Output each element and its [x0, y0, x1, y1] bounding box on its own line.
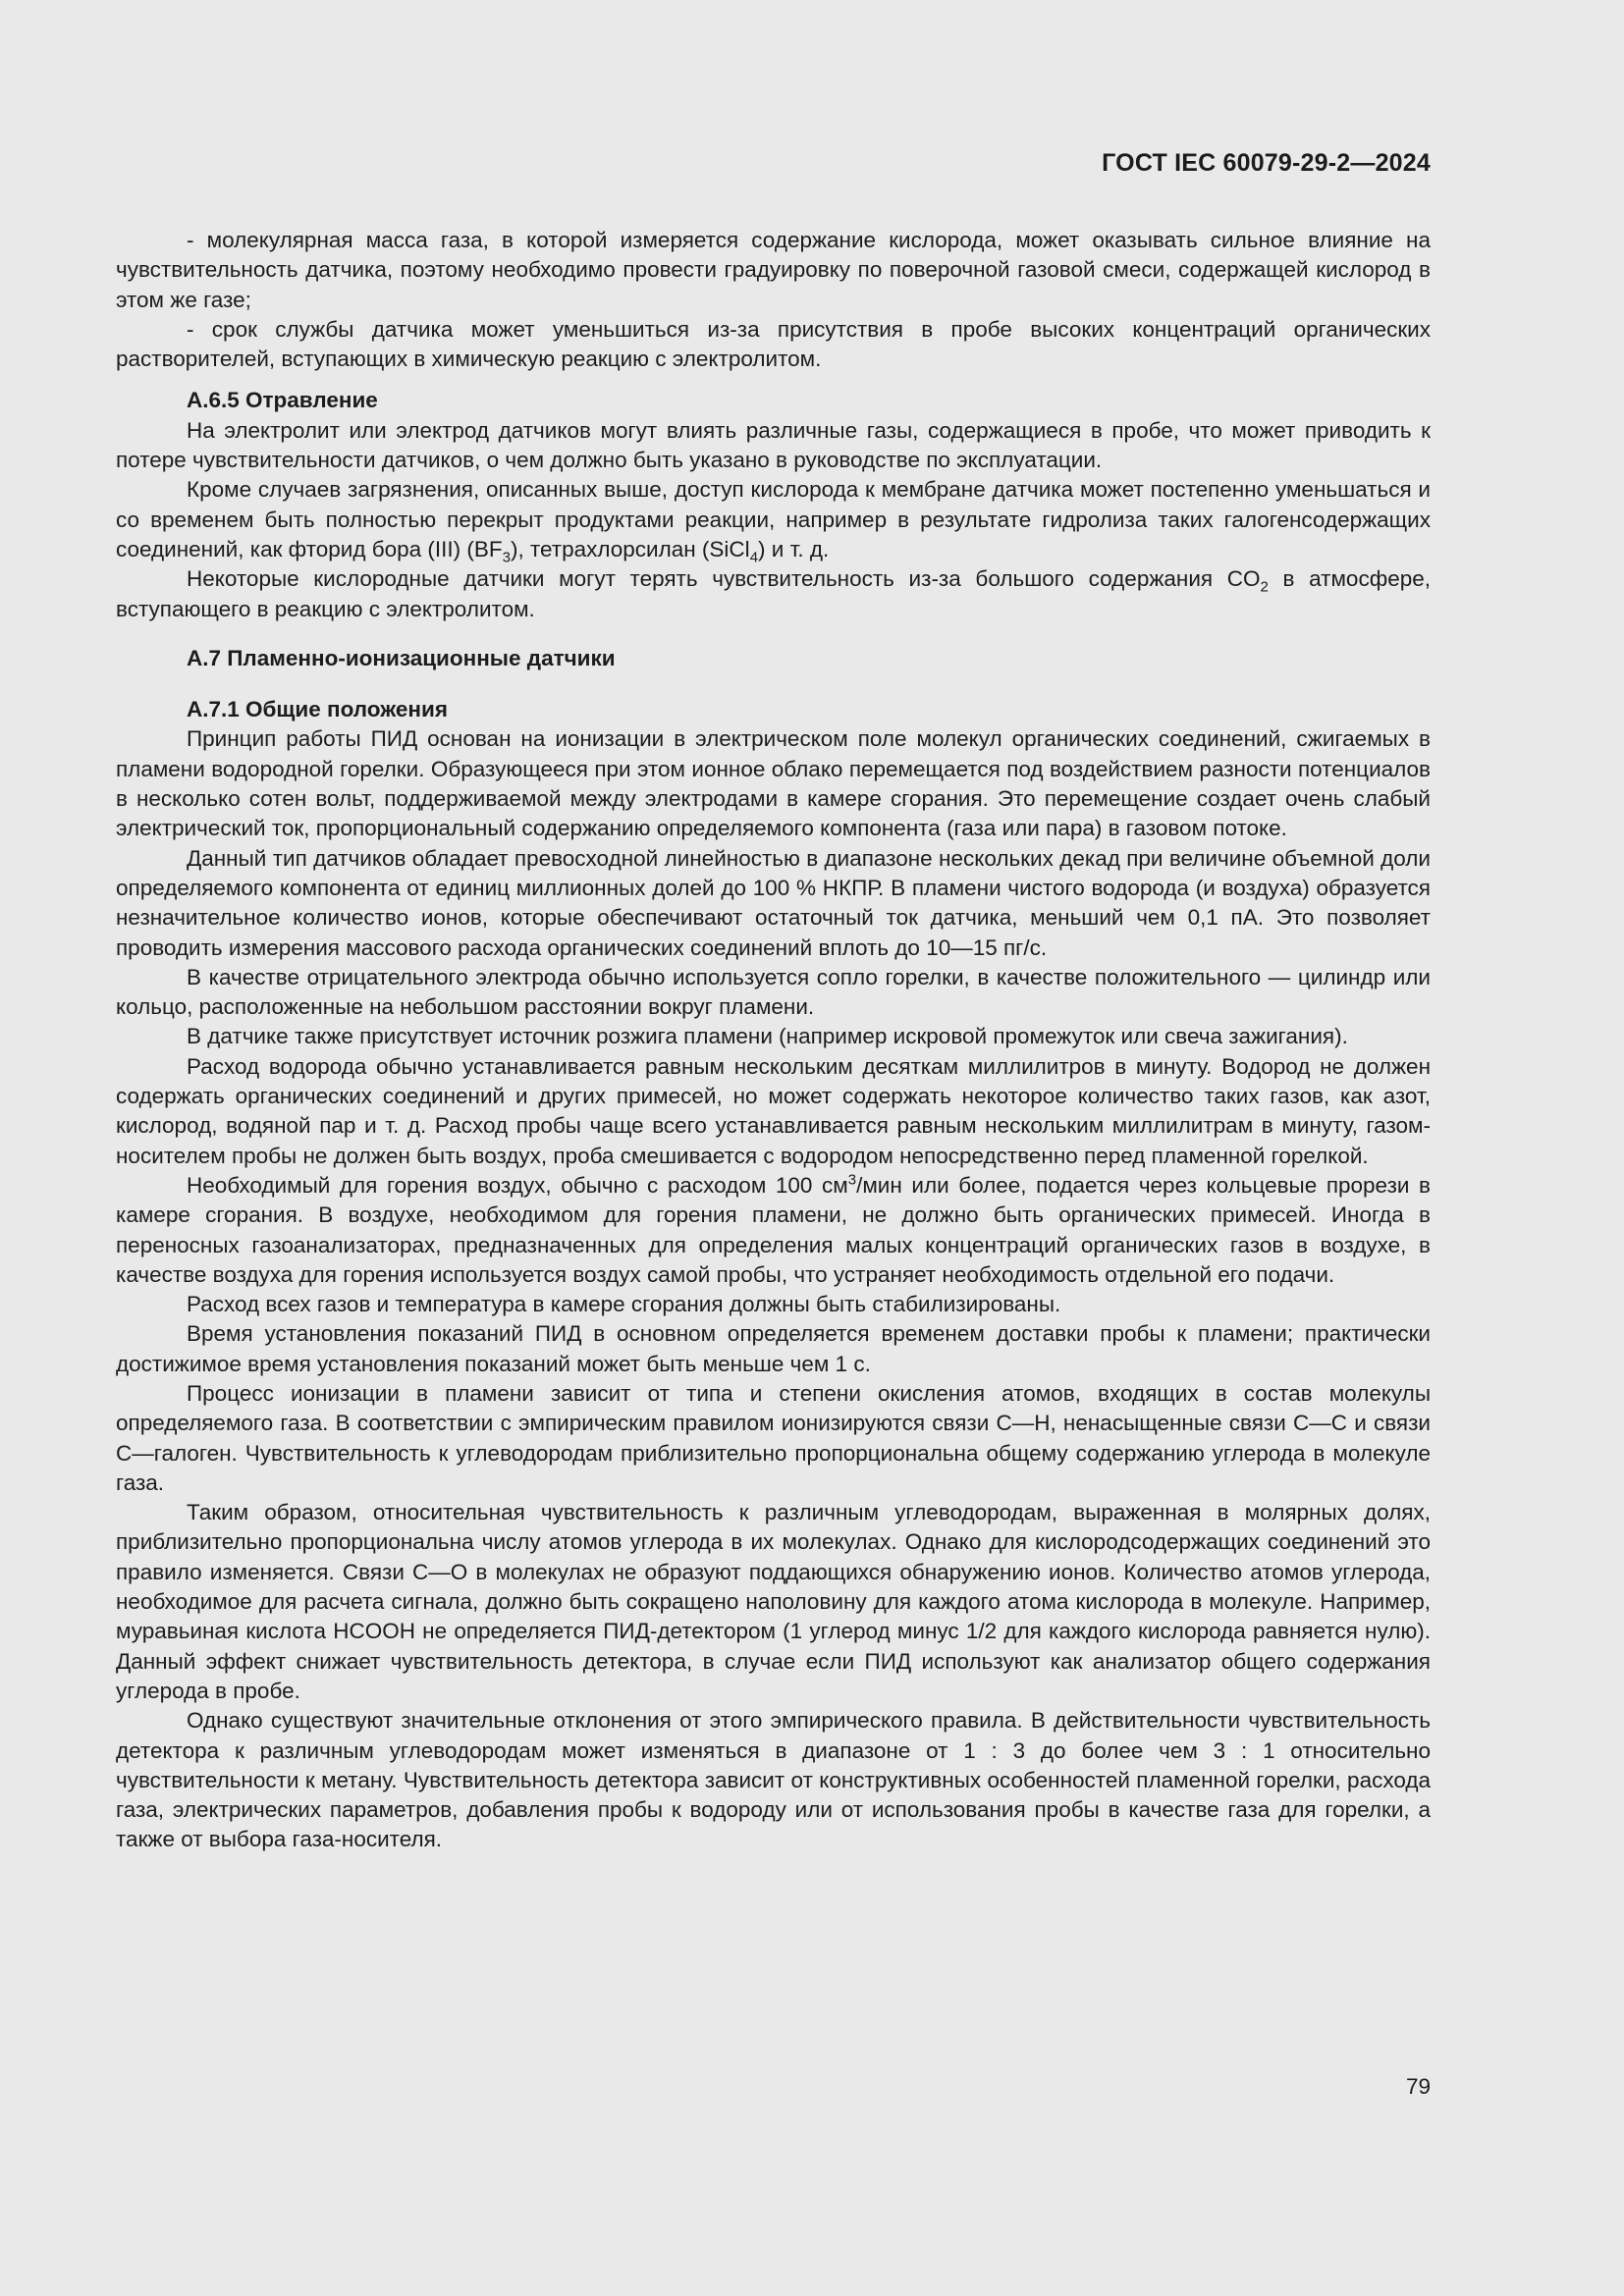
paragraph: Процесс ионизации в пламени зависит от типа и степени окисления атомов, входящих в состав молекулы определяемого газа. В соответствии с эмпирическим правилом ионизируются связи С—Н, ненасыщенные связи С—С и связи С—галоген. Чувствительность к углеводородам приблизительно пропорциональна общему содержанию углерода в молекуле газа.	[116, 1380, 1431, 1495]
page-number: 79	[1405, 2074, 1431, 2099]
paragraph: Данный тип датчиков обладает превосходной линейностью в диапазоне нескольких декад при величине объемной доли определяемого компонента от единиц миллионных долей до 100 % НКПР. В пламени чистого водорода (и воздуха) образуется незначительное количество ионов, которые обеспечивают остаточный ток датчика, меньший чем 0,1 пА. Это позволяет проводить измерения массового расхода органических соединений вплоть до 10—15 пг/с.	[116, 845, 1431, 960]
section-heading-a71: А.7.1 Общие положения	[187, 697, 448, 722]
paragraph: Таким образом, относительная чувствительность к различным углеводородам, выраженная в молярных долях, приблизительно пропорциональна числу атомов углерода в их молекулах. Однако для кислородсодержащих соединений это правило изменяется. Связи С—О в молекулах не образуют поддающихся обнаружению ионов. Количество атомов углерода, необходимое для расчета сигнала, должно быть сокращено наполовину для каждого атома кислорода в молекуле. Например, муравьиная кислота HCOOH не определяется ПИД-детектором (1 углерод минус 1/2 для каждого кислорода равняется нулю). Данный эффект снижает чувствительность детектора, в случае если ПИД используют как анализатор общего содержания углерода в пробе.	[116, 1500, 1431, 1703]
paragraph: Расход всех газов и температура в камере сгорания должны быть стабилизированы.	[187, 1292, 1061, 1317]
paragraph: Время установления показаний ПИД в основном определяется временем доставки пробы к пламени; практически достижимое время установления показаний может быть меньше чем 1 с.	[116, 1321, 1431, 1376]
paragraph: Принцип работы ПИД основан на ионизации в электрическом поле молекул органических соединений, сжигаемых в пламени водородной горелки. Образующееся при этом ионное облако перемещается под воздействием разности потенциалов в несколько сотен вольт, поддерживаемой между электродами в камере сгорания. Это перемещение создает очень слабый электрический ток, пропорциональный содержанию определяемого компонента (газа или пара) в газовом потоке.	[116, 726, 1431, 841]
section-heading-a65: А.6.5 Отравление	[187, 388, 378, 413]
paragraph: В качестве отрицательного электрода обычно используется сопло горелки, в качестве положительного — цилиндр или кольцо, расположенные на небольшом расстоянии вокруг пламени.	[116, 964, 1431, 1020]
paragraph: Некоторые кислородные датчики могут терять чувствительность из-за большого содержания $CO_2$ в атмосфере, вступающего в реакцию с электролитом.	[116, 566, 1431, 621]
paragraph: В датчике также присутствует источник розжига пламени (например искровой промежуток или свеча зажигания).	[187, 1024, 1348, 1049]
paragraph: Однако существуют значительные отклонения от этого эмпирического правила. В действительности чувствительность детектора к различным углеводородам может изменяться в диапазоне от 1 : 3 до более чем 3 : 1 относительно чувствительности к метану. Чувствительность детектора зависит от конструктивных особенностей пламенной горелки, расхода газа, электрических параметров, добавления пробы к водороду или от использования пробы в качестве газа для горелки, а также от выбора газа-носителя.	[116, 1708, 1431, 1852]
document-header: ГОСТ IEC 60079-29-2—2024	[1102, 149, 1431, 177]
paragraph: Расход водорода обычно устанавливается равным нескольким десяткам миллилитров в минуту. Водород не должен содержать органических соединений и других примесей, но может содержать некоторое количество таких газов, как азот, кислород, водяной пар и т. д. Расход пробы чаще всего устанавливается равным нескольким миллилитрам в минуту, газом-носителем пробы не должен быть воздух, проба смешивается с водородом непосредственно перед пламенной горелкой.	[116, 1053, 1431, 1168]
paragraph: На электролит или электрод датчиков могут влиять различные газы, содержащиеся в пробе, что может приводить к потере чувствительности датчиков, о чем должно быть указано в руководстве по эксплуатации.	[116, 417, 1431, 473]
document-body	[116, 226, 1431, 1855]
paragraph: Необходимый для горения воздух, обычно с расходом 100 $см^3$/мин или более, подается через кольцевые прорези в камере сгорания. В воздухе, необходимом для горения пламени, не должно быть органических примесей. Иногда в переносных газоанализаторах, предназначенных для определения малых концентраций органических газов в воздухе, в качестве воздуха для горения используется воздух самой пробы, что устраняет необходимость отдельной его подачи.	[116, 1171, 1431, 1287]
section-heading-a7: А.7 Пламенно-ионизационные датчики	[187, 645, 616, 670]
list-item: - срок службы датчика может уменьшиться из-за присутствия в пробе высоких концентраций органических растворителей, вступающих в химическую реакцию с электролитом.	[116, 316, 1431, 372]
list-item: - молекулярная масса газа, в которой измеряется содержание кислорода, может оказывать сильное влияние на чувствительность датчика, поэтому необходимо провести градуировку по поверочной газовой смеси, содержащей кислород в этом же газе;	[116, 228, 1431, 312]
paragraph: Кроме случаев загрязнения, описанных выше, доступ кислорода к мембране датчика может постепенно уменьшаться и со временем быть полностью перекрыт продуктами реакции, например в результате гидролиза таких галогенсодержащих соединений, как фторид бора (III) $(BF_3)$, тетрахлорсилан (SiCl$_4$) и т. д.	[116, 477, 1431, 566]
